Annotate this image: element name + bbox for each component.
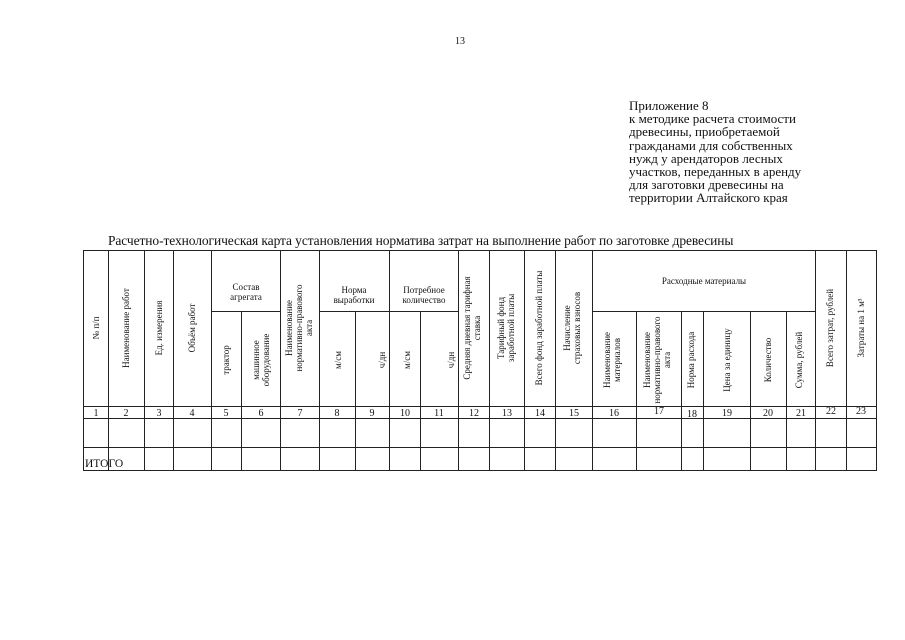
column-number: 2	[123, 408, 129, 419]
header-unit-composition: Состав агрегата	[230, 282, 262, 302]
header-avg-daily-rate: Средняя дневная тарифнаяставка	[462, 276, 482, 380]
page-number: 13	[455, 36, 465, 47]
appendix-line: для заготовки древесины на	[629, 177, 784, 193]
table-grid	[83, 250, 877, 471]
header-legal-act: Наименованиенормативно-правовогоакта	[284, 284, 314, 372]
header-material-legal-act: Наименованиенормативно-правовогоакта	[642, 316, 672, 404]
column-number: 15	[569, 408, 579, 419]
header-total-wage-fund: Всего фонд заработной платы	[534, 270, 544, 386]
column-number: 19	[722, 408, 732, 419]
column-number: 3	[156, 408, 162, 419]
header-tariff-wage-fund: Тарифный фондзаработной платы	[496, 293, 516, 363]
header-material-name: Наименованиематериалов	[602, 331, 622, 389]
header-output-ch-dn: ч/дн	[377, 351, 387, 369]
document-title: Расчетно-технологическая карта установления норматива затрат на выполнение работ по заготовке древесины	[108, 233, 734, 248]
column-number: 18	[687, 409, 697, 420]
appendix-line: Приложение 8	[629, 98, 709, 113]
appendix-line: участков, переданных в аренду	[629, 164, 802, 180]
header-consumption-norm: Норма расхода	[686, 331, 696, 389]
appendix-line: гражданами для собственных	[629, 137, 793, 153]
header-required-qty: Потребное количество	[402, 285, 446, 305]
column-number: 16	[609, 408, 619, 419]
table-border	[84, 251, 877, 471]
header-required-ch-dn: ч/дн	[446, 351, 456, 369]
header-unit-price: Цена за единицу	[722, 328, 732, 392]
column-number: 23	[856, 406, 866, 417]
column-number: 4	[189, 408, 195, 419]
appendix-line: территории Алтайского края	[629, 190, 788, 206]
header-num: № п/п	[91, 316, 101, 340]
column-number: 20	[763, 408, 773, 419]
header-total-cost: Всего затрат, рублей	[825, 288, 835, 368]
header-quantity: Количество	[763, 337, 773, 383]
column-number: 6	[258, 408, 264, 419]
column-number: 5	[223, 408, 229, 419]
appendix-line: к методике расчета стоимости	[629, 111, 796, 127]
column-number: 9	[369, 408, 375, 419]
column-number: 7	[297, 408, 303, 419]
header-insurance: Начислениестраховых взносов	[562, 291, 582, 365]
column-number: 17	[654, 406, 664, 417]
column-number: 1	[93, 408, 99, 419]
appendix-line: нужд у арендаторов лесных	[629, 150, 783, 166]
header-output-m-cm: м/см	[333, 351, 343, 369]
column-number: 12	[469, 408, 479, 419]
header-consumables: Расходные материалы	[661, 276, 747, 286]
column-number: 11	[434, 408, 444, 419]
column-number: 13	[502, 408, 512, 419]
total-row-label: ИТОГО	[85, 458, 124, 470]
header-output-norm: Норма выработки	[333, 285, 375, 305]
column-number: 8	[334, 408, 340, 419]
header-machine-equipment: машинноеоборудование	[251, 333, 271, 387]
header-volume: Объём работ	[187, 303, 197, 353]
column-number: 10	[400, 408, 410, 419]
header-cost-per-m3: Затраты на 1 м³	[856, 298, 866, 358]
header-sum: Сумма, рублей	[794, 331, 804, 389]
column-number: 21	[796, 408, 806, 419]
header-tractor: трактор	[221, 345, 231, 375]
header-unit: Ед. измерения	[154, 300, 164, 356]
header-work-name: Наименование работ	[121, 288, 131, 368]
column-number: 22	[826, 406, 836, 417]
appendix-line: древесины, приобретаемой	[629, 124, 780, 140]
header-required-m-cm: м/см	[402, 351, 412, 369]
column-number: 14	[535, 408, 545, 419]
